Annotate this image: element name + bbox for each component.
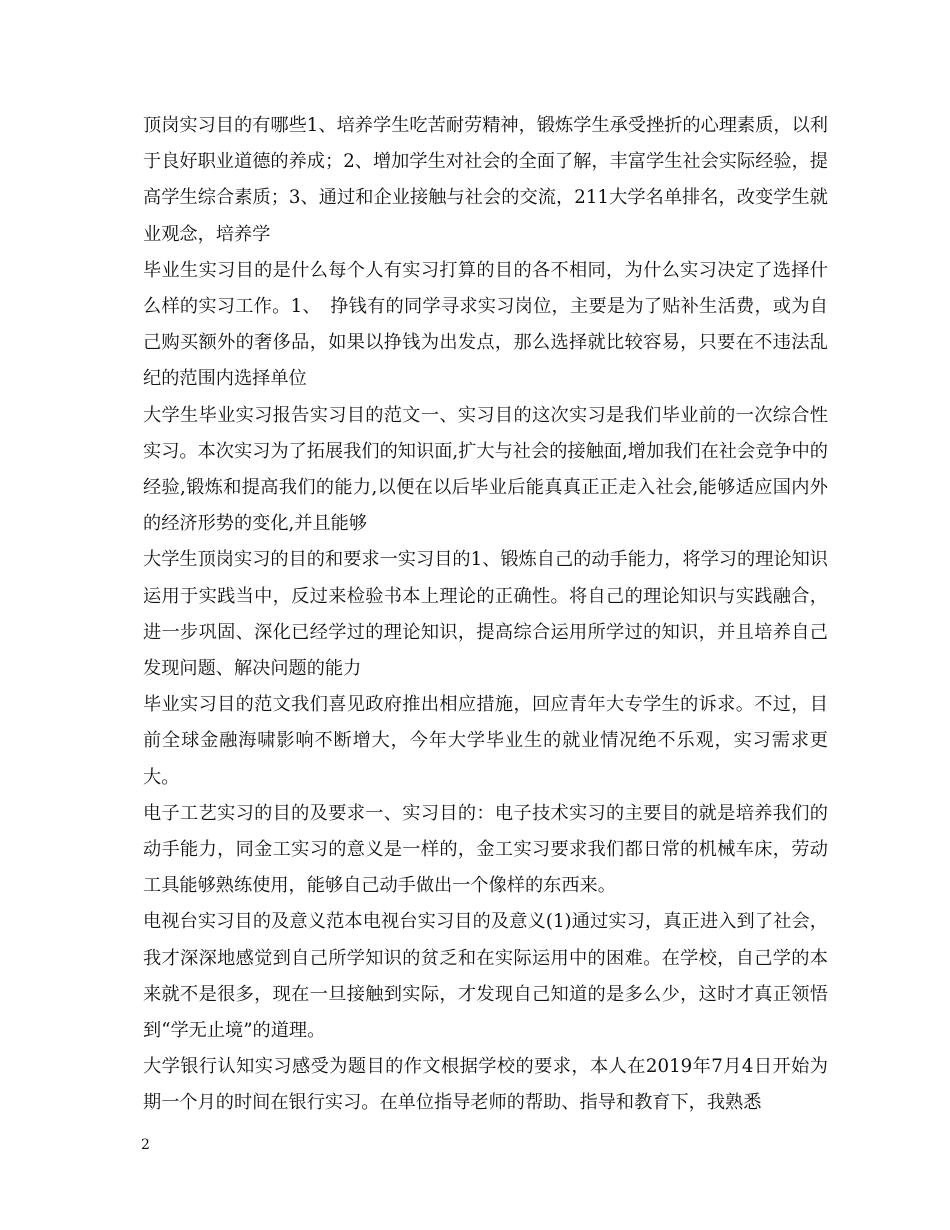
paragraph-3: 大学生毕业实习报告实习目的范文一、实习目的这次实习是我们毕业前的一次综合性实习。本次实习为了拓展我们的知识面,扩大与社会的接触面,增加我们在社会竞争中的经验,锻炼和提高我们的能力,以便在以后毕业后能真真正正走入社会,能够适应国内外的经济形势的变化,并且能够 [143, 404, 828, 535]
paragraph-6: 电子工艺实习的目的及要求一、实习目的：电子技术实习的主要目的就是培养我们的动手能力，同金工实习的意义是一样的，金工实习要求我们都日常的机械车床，劳动工具能够熟练使用，能够自己动手做出一个像样的东西来。 [143, 802, 828, 897]
paragraph-4: 大学生顶岗实习的目的和要求一实习目的1、锻炼自己的动手能力，将学习的理论知识运用于实践当中，反过来检验书本上理论的正确性。将自己的理论知识与实践融合，进一步巩固、深化已经学过的理论知识，提高综合运用所学过的知识，并且培养自己发现问题、解决问题的能力 [143, 549, 828, 680]
paragraph-2: 毕业生实习目的是什么每个人有实习打算的目的各不相同，为什么实习决定了选择什么样的实习工作。1、 挣钱有的同学寻求实习岗位，主要是为了贴补生活费，或为自己购买额外的奢侈品，如果以挣钱为出发点，那么选择就比较容易，只要在不违法乱纪的范围内选择单位 [143, 259, 828, 390]
paragraph-1: 顶岗实习目的有哪些1、培养学生吃苦耐劳精神，锻炼学生承受挫折的心理素质，以利于良好职业道德的养成；2、增加学生对社会的全面了解，丰富学生社会实际经验，提高学生综合素质；3、通过和企业接触与社会的交流，211大学名单排名，改变学生就业观念，培养学 [143, 115, 828, 245]
document-body [143, 108, 828, 1122]
paragraph-7: 电视台实习目的及意义范本电视台实习目的及意义(1)通过实习，真正进入到了社会，我才深深地感觉到自己所学知识的贫乏和在实际运用中的困难。在学校，自己学的本来就不是很多，现在一旦接触到实际，才发现自己知道的是多么少，这时才真正领悟到“学无止境”的道理。 [143, 911, 828, 1042]
page-number: 2 [141, 1137, 150, 1153]
paragraph-8: 大学银行认知实习感受为题目的作文根据学校的要求，本人在2019年7月4日开始为期一个月的时间在银行实习。在单位指导老师的帮助、指导和教育下，我熟悉 [143, 1056, 828, 1114]
paragraph-5: 毕业实习目的范文我们喜见政府推出相应措施，回应青年大专学生的诉求。不过，目前全球金融海啸影响不断增大，今年大学毕业生的就业情况绝不乐观，实习需求更大。 [143, 694, 828, 788]
